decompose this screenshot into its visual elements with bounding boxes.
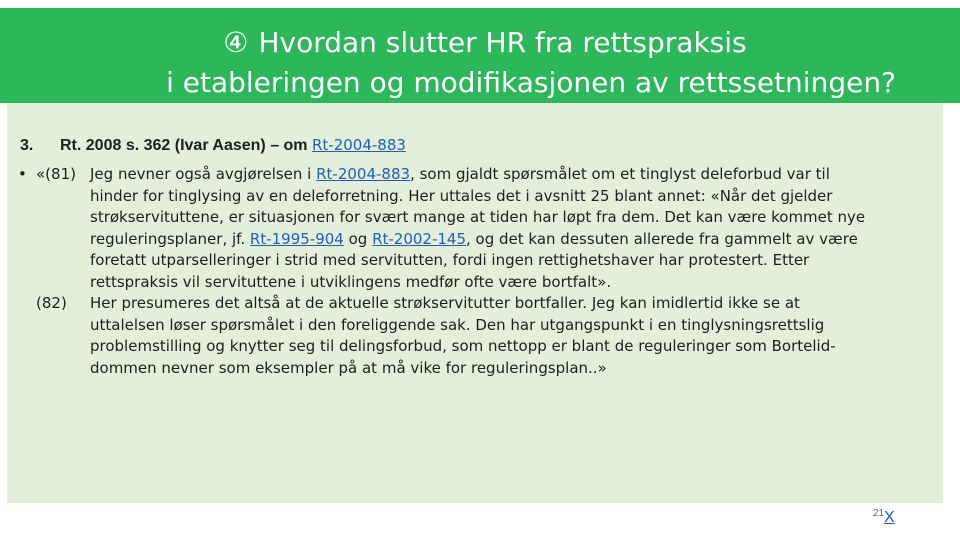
p81-line-1 [90, 164, 830, 185]
title-text-1: Hvordan slutter HR fra rettspraksis [258, 26, 747, 59]
p81-l1-text-b: , som gjaldt spørsmålet om et tinglyst deleforbud var til [410, 165, 830, 183]
link-rt-1995-904[interactable]: Rt-1995-904 [249, 229, 344, 248]
title-bar [0, 8, 960, 103]
heading-number: 3. [20, 137, 34, 154]
page-number: 21 [873, 508, 885, 519]
p81-line-2: hinder for tinglysing av en deleforretning. Her uttales det i avsnitt 25 blant annet: «Når det gjelder [90, 186, 833, 205]
case-heading [60, 135, 406, 156]
circled-number-4: ④ [223, 26, 249, 59]
nav-link[interactable]: X [884, 509, 895, 526]
paragraph-81-marker: «(81) [36, 165, 76, 183]
p81-l4-text-b: og [343, 229, 373, 248]
slide-title-line-2: i etableringen og modifikasjonen av rettssetningen? [166, 66, 896, 99]
p81-line-3: strøkservituttene, er situasjonen for svært mange at tiden har løpt fra dem. Det kan være kommet nye [90, 208, 866, 226]
p81-l4-text-a: reguleringsplaner, jf. [90, 229, 250, 248]
p81-line-5: foretatt utparselleringer i strid med servitutten, fordi ingen rettighetshaver har protestert. Etter [90, 251, 810, 269]
paragraph-82-marker: (82) [36, 294, 67, 312]
link-rt-2004-883[interactable]: Rt-2004-883 [316, 165, 411, 183]
p81-line-4 [90, 229, 858, 250]
slide-title-line-1 [5, 26, 960, 60]
p82-line-2: uttalelsen løser spørsmålet i den foreliggende sak. Den har utgangspunkt i en tinglysningsrettslig [90, 315, 825, 334]
bullet: • [18, 165, 27, 183]
case-link-rt-2004-883[interactable]: Rt-2004-883 [311, 136, 406, 154]
p82-line-3: problemstilling og knytter seg til delingsforbud, som nettopp er blant de reguleringer som Bortelid- [90, 337, 836, 355]
link-rt-2002-145[interactable]: Rt-2002-145 [372, 229, 467, 248]
p81-line-6: rettspraksis vil servituttene i utviklingens medfør ofte være bortfalt». [90, 272, 612, 291]
p82-line-1: Her presumeres det altså at de aktuelle strøkservitutter bortfaller. Jeg kan imidlertid ikke se at [90, 294, 800, 312]
p81-l1-text-a: Jeg nevner også avgjørelsen i [90, 165, 317, 183]
p81-l4-text-c: , og det kan dessuten allerede fra gammelt av være [466, 229, 858, 248]
p82-line-4: dommen nevner som eksempler på at må vike for reguleringsplan..» [90, 358, 607, 377]
case-heading-text: Rt. 2008 s. 362 (Ivar Aasen) – om [60, 137, 312, 154]
